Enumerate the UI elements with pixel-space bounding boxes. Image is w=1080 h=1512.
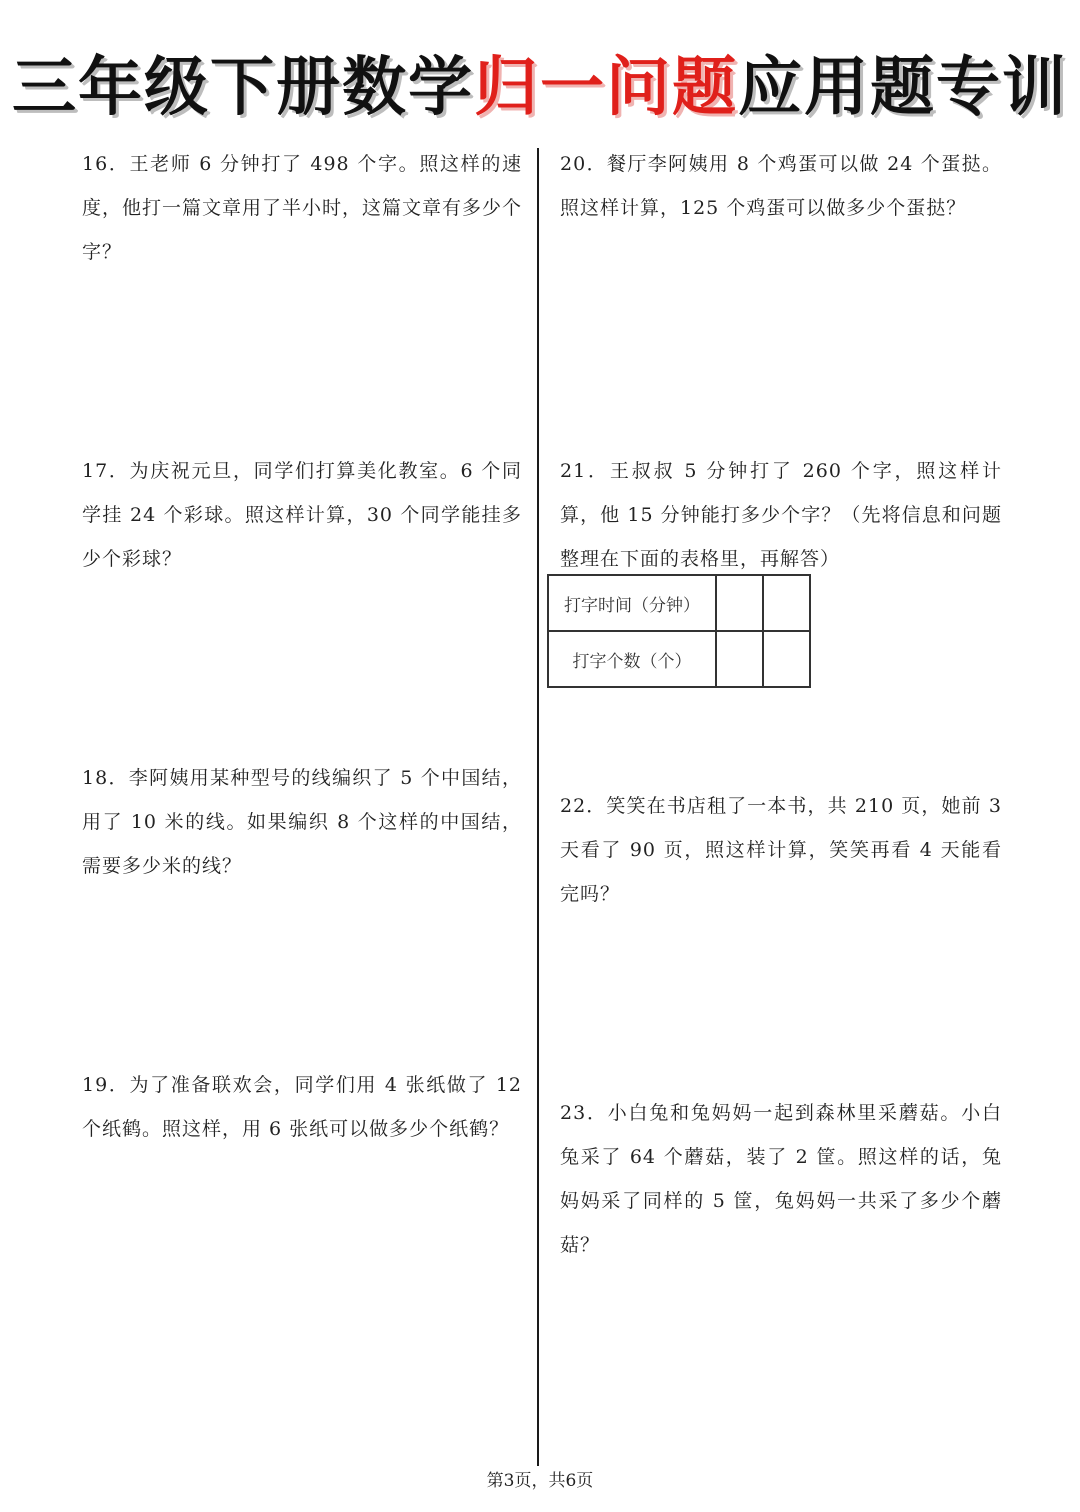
answer-table (547, 574, 811, 688)
table-row-label-time: 打字时间（分钟） (548, 575, 716, 631)
question-19: 19．为了准备联欢会，同学们用 4 张纸做了 12 个纸鹤。照这样，用 6 张纸可以做多少个纸鹤？ (82, 1074, 522, 1140)
title-part-2: 应用题专训 (738, 51, 1068, 125)
title-highlight: 归一问题 (474, 51, 738, 125)
table-blank-cell (716, 575, 763, 631)
table-row (548, 575, 810, 631)
question-21: 21．王叔叔 5 分钟打了 260 个字，照这样计算，他 15 分钟能打多少个字？（先将信息和问题整理在下面的表格里，再解答） (560, 460, 1002, 570)
question-22: 22．笑笑在书店租了一本书，共 210 页，她前 3 天看了 90 页，照这样计算，笑笑再看 4 天能看完吗？ (560, 795, 1002, 905)
table-blank-cell (716, 631, 763, 687)
question-18: 18．李阿姨用某种型号的线编织了 5 个中国结，用了 10 米的线。如果编织 8 个这样的中国结，需要多少米的线？ (82, 767, 522, 877)
column-divider (537, 148, 539, 1466)
title-part-1: 三年级下册数学 (12, 51, 474, 125)
page-footer: 第3页，共6页 (486, 1471, 594, 1491)
table-row-label-count: 打字个数（个） (548, 631, 716, 687)
table-blank-cell (763, 575, 810, 631)
table-blank-cell (763, 631, 810, 687)
table-row (548, 631, 810, 687)
question-17: 17．为庆祝元旦，同学们打算美化教室。6 个同学挂 24 个彩球。照这样计算，30 个同学能挂多少个彩球？ (82, 460, 522, 570)
question-20: 20．餐厅李阿姨用 8 个鸡蛋可以做 24 个蛋挞。照这样计算，125 个鸡蛋可以做多少个蛋挞？ (560, 153, 1002, 219)
question-16: 16．王老师 6 分钟打了 498 个字。照这样的速度，他打一篇文章用了半小时，这篇文章有多少个字？ (82, 153, 523, 263)
page-title (0, 48, 1080, 128)
question-23: 23．小白兔和兔妈妈一起到森林里采蘑菇。小白兔采了 64 个蘑菇，装了 2 筐。照这样的话，兔妈妈采了同样的 5 筐，兔妈妈一共采了多少个蘑菇？ (560, 1102, 1002, 1256)
